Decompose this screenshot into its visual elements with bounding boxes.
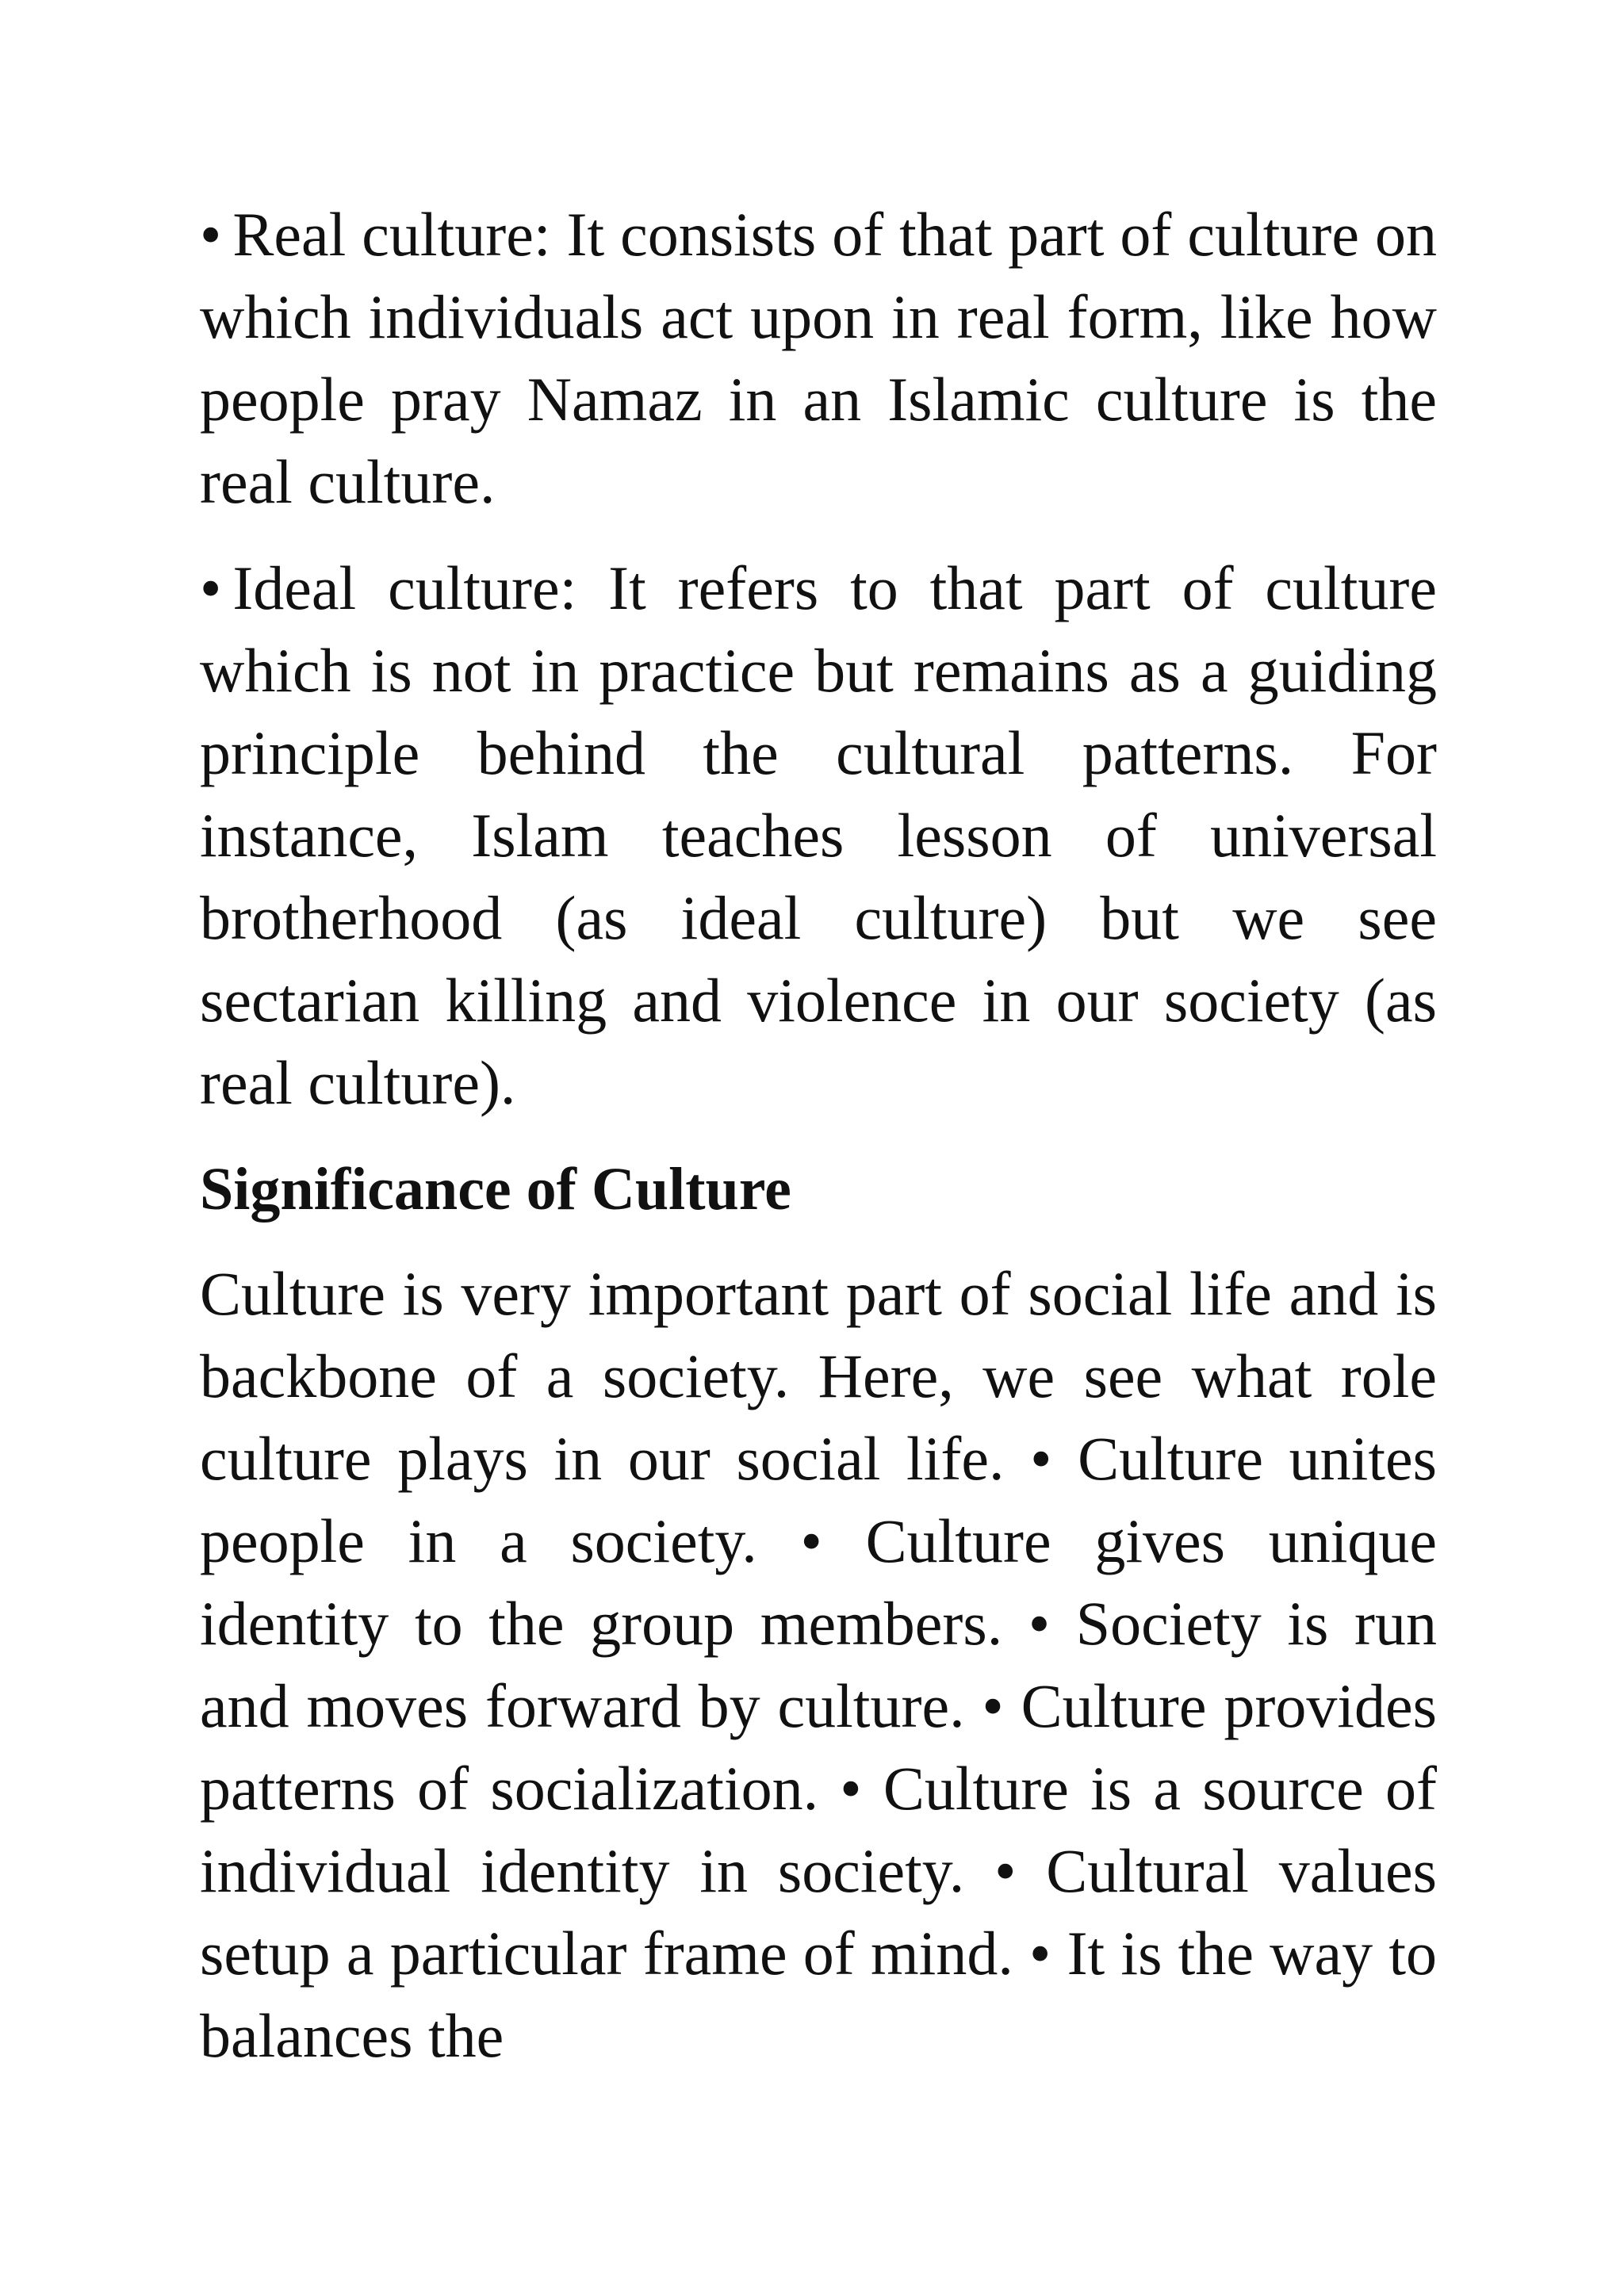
section-heading: Significance of Culture [200, 1156, 791, 1223]
bullet-icon: • [200, 200, 222, 269]
bullet-real-culture [200, 193, 1437, 523]
real-culture-text: Real culture: It consists of that part of culture on which individuals act upon in real form, like how people pray Namaz in an Islamic culture is the real culture. [200, 200, 1437, 516]
ideal-culture-text: Ideal culture: It refers to that part of culture which is not in practice but remains as a guiding principle behind the cultural patterns. For instance, Islam teaches lesson of universal brotherhood (as ideal culture) but we see sectarian killing and violence in our society (as real culture). [200, 553, 1437, 1117]
significance-paragraph: Culture is very important part of social life and is backbone of a society. Here, we see what role culture plays in our social life. • Culture unites people in a society. • Culture gives unique identity to the group members. • Society is run and moves forward by culture. • Culture provides patterns of socialization. • Culture is a source of individual identity in society. • Cultural values setup a particular frame of mind. • It is the way to balances the [200, 1259, 1437, 2070]
bullet-ideal-culture [200, 547, 1437, 1124]
bullet-icon: • [200, 553, 222, 622]
document-page [200, 193, 1437, 2101]
